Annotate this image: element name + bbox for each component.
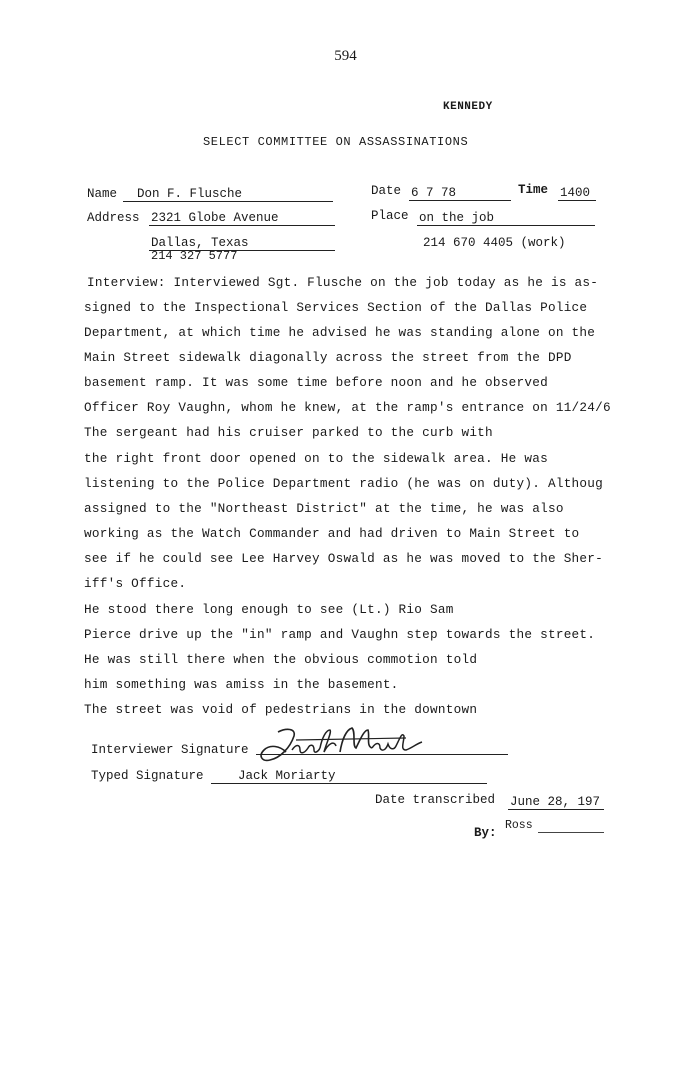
- body-line-1: Interview: Interviewed Sgt. Flusche on the job today as he is as-: [87, 275, 599, 290]
- body-line-14: He stood there long enough to see (Lt.) Rio Sam: [84, 602, 454, 617]
- city-value: Dallas, Texas: [151, 236, 249, 250]
- by-underline: [538, 832, 604, 833]
- by-value: Ross: [505, 819, 533, 832]
- body-line-9: listening to the Police Department radio (he was on duty). Althoug: [84, 476, 604, 491]
- name-field: [123, 187, 333, 202]
- header-tag: KENNEDY: [443, 101, 493, 113]
- handwritten-signature: [256, 722, 426, 768]
- body-line-16: He was still there when the obvious commotion told: [84, 652, 478, 667]
- body-line-5: basement ramp. It was some time before noon and he observed: [84, 375, 548, 390]
- body-line-3: Department, at which time he advised he was standing alone on the: [84, 325, 596, 340]
- date-field: [409, 186, 511, 201]
- typed-signature-value: Jack Moriarty: [238, 769, 336, 783]
- body-line-8: the right front door opened on to the sidewalk area. He was: [84, 451, 548, 466]
- body-line-7: The sergeant had his cruiser parked to the curb with: [84, 425, 493, 440]
- place-value: on the job: [419, 211, 495, 225]
- work-phone: 214 670 4405 (work): [423, 236, 566, 250]
- body-line-4: Main Street sidewalk diagonally across the street from the DPD: [84, 350, 572, 365]
- typed-signature-field: [211, 769, 487, 784]
- body-line-15: Pierce drive up the "in" ramp and Vaughn step towards the street.: [84, 627, 596, 642]
- date-transcribed-label: Date transcribed: [375, 793, 496, 807]
- committee-title: SELECT COMMITTEE ON ASSASSINATIONS: [203, 135, 469, 149]
- date-transcribed-value: June 28, 197: [510, 795, 601, 809]
- date-transcribed-field: [508, 795, 604, 810]
- name-value: Don F. Flusche: [137, 187, 243, 201]
- address-label: Address: [87, 211, 140, 225]
- body-line-12: see if he could see Lee Harvey Oswald as he was moved to the Sher-: [84, 551, 604, 566]
- address-value: 2321 Globe Avenue: [151, 211, 279, 225]
- home-phone: 214 327 5777: [151, 249, 238, 263]
- body-line-2: signed to the Inspectional Services Section of the Dallas Police: [84, 300, 588, 315]
- time-field: [558, 186, 596, 201]
- typed-signature-label: Typed Signature: [91, 769, 204, 783]
- page-number: 594: [334, 48, 357, 64]
- date-value: 6 7 78: [411, 186, 457, 200]
- time-value: 1400: [560, 186, 591, 200]
- place-label: Place: [371, 209, 409, 223]
- body-line-10: assigned to the "Northeast District" at the time, he was also: [84, 501, 564, 516]
- body-line-11: working as the Watch Commander and had driven to Main Street to: [84, 526, 580, 541]
- body-line-18: The street was void of pedestrians in the downtown: [84, 702, 478, 717]
- name-label: Name: [87, 187, 118, 201]
- body-line-13: iff's Office.: [84, 576, 187, 591]
- place-field: [417, 211, 595, 226]
- body-line-17: him something was amiss in the basement.: [84, 677, 399, 692]
- interviewer-signature-label: Interviewer Signature: [91, 743, 249, 757]
- body-line-6: Officer Roy Vaughn, whom he knew, at the ramp's entrance on 11/24/6: [84, 400, 611, 415]
- address-field: [149, 211, 335, 226]
- time-label: Time: [518, 183, 549, 197]
- by-label: By:: [474, 826, 497, 840]
- date-label: Date: [371, 184, 402, 198]
